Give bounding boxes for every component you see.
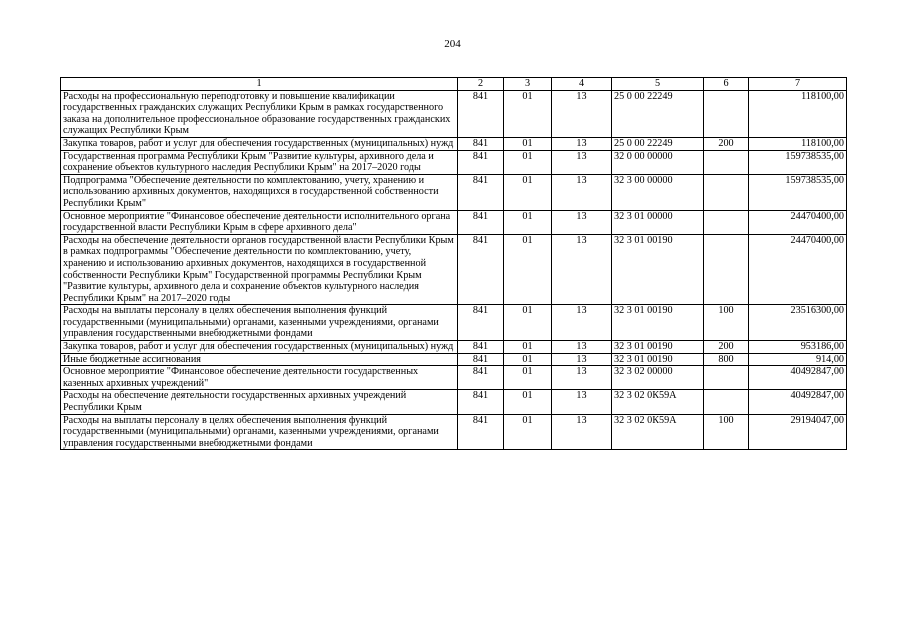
amount-cell: 40492847,00 [749,390,847,414]
table-row [61,366,847,390]
header-row [61,78,847,91]
amount-cell: 118100,00 [749,90,847,137]
section-code-cell: 01 [504,90,552,137]
subsection-code-cell: 13 [552,137,612,150]
target-article-cell: 32 3 02 0К59А [612,390,704,414]
description-cell: Государственная программа Республики Крым "Развитие культуры, архивного дела и сохранение объектов культурного наследия Республики Крым" на 2017–2020 годы [61,150,458,174]
description-cell: Расходы на выплаты персоналу в целях обеспечения выполнения функций государственными (муниципальными) органами, казенными учреждениями, органами управления государственными внебюджетными фондами [61,414,458,450]
expense-type-cell: 100 [704,305,749,341]
section-code-cell: 01 [504,234,552,305]
target-article-cell: 32 3 01 00190 [612,341,704,354]
subsection-code-cell: 13 [552,90,612,137]
grbs-code-cell: 841 [458,210,504,234]
target-article-cell: 32 3 01 00190 [612,353,704,366]
amount-cell: 40492847,00 [749,366,847,390]
section-code-cell: 01 [504,210,552,234]
subsection-code-cell: 13 [552,414,612,450]
column-header-5: 5 [612,78,704,91]
amount-cell: 118100,00 [749,137,847,150]
table-row [61,210,847,234]
amount-cell: 953186,00 [749,341,847,354]
expense-type-cell: 200 [704,341,749,354]
subsection-code-cell: 13 [552,234,612,305]
description-cell: Закупка товаров, работ и услуг для обеспечения государственных (муниципальных) нужд [61,137,458,150]
section-code-cell: 01 [504,305,552,341]
description-cell: Расходы на обеспечение деятельности государственных архивных учреждений Республики Крым [61,390,458,414]
grbs-code-cell: 841 [458,414,504,450]
description-cell: Расходы на выплаты персоналу в целях обеспечения выполнения функций государственными (муниципальными) органами, казенными учреждениями, органами управления государственными внебюджетными фондами [61,305,458,341]
section-code-cell: 01 [504,174,552,210]
target-article-cell: 32 3 01 00190 [612,234,704,305]
expense-type-cell [704,90,749,137]
expense-type-cell [704,174,749,210]
description-cell: Иные бюджетные ассигнования [61,353,458,366]
target-article-cell: 32 3 01 00190 [612,305,704,341]
amount-cell: 23516300,00 [749,305,847,341]
grbs-code-cell: 841 [458,353,504,366]
section-code-cell: 01 [504,137,552,150]
description-cell: Расходы на обеспечение деятельности органов государственной власти Республики Крым в рамках подпрограммы "Обеспечение деятельности по комплектованию, учету, хранению и использованию архивных документов, находящихся в государственной собственности Республики Крым" Государственной программы Республики Крым "Развитие культуры, архивного дела и сохранение объектов культурного наследия Республики Крым" на 2017–2020 годы [61,234,458,305]
target-article-cell: 25 0 00 22249 [612,90,704,137]
amount-cell: 29194047,00 [749,414,847,450]
subsection-code-cell: 13 [552,341,612,354]
grbs-code-cell: 841 [458,234,504,305]
column-header-3: 3 [504,78,552,91]
table-row [61,150,847,174]
description-cell: Расходы на профессиональную переподготовку и повышение квалификации государственных гражданских служащих Республики Крым в рамках государственного заказа на дополнительное профессиональное образование государственных гражданских служащих Республики Крым [61,90,458,137]
table-row [61,414,847,450]
expense-type-cell [704,366,749,390]
table-row [61,390,847,414]
section-code-cell: 01 [504,366,552,390]
table-row [61,137,847,150]
expense-type-cell: 200 [704,137,749,150]
target-article-cell: 32 3 02 0К59А [612,414,704,450]
expense-type-cell: 800 [704,353,749,366]
grbs-code-cell: 841 [458,366,504,390]
grbs-code-cell: 841 [458,137,504,150]
amount-cell: 24470400,00 [749,210,847,234]
column-header-1: 1 [61,78,458,91]
target-article-cell: 32 0 00 00000 [612,150,704,174]
grbs-code-cell: 841 [458,341,504,354]
grbs-code-cell: 841 [458,390,504,414]
grbs-code-cell: 841 [458,90,504,137]
subsection-code-cell: 13 [552,353,612,366]
amount-cell: 159738535,00 [749,150,847,174]
table-row [61,305,847,341]
expense-type-cell [704,210,749,234]
section-code-cell: 01 [504,341,552,354]
grbs-code-cell: 841 [458,305,504,341]
table-row [61,90,847,137]
expense-type-cell: 100 [704,414,749,450]
target-article-cell: 32 3 00 00000 [612,174,704,210]
column-header-7: 7 [749,78,847,91]
page-number: 204 [444,38,461,50]
column-header-4: 4 [552,78,612,91]
table-row [61,174,847,210]
amount-cell: 24470400,00 [749,234,847,305]
description-cell: Подпрограмма "Обеспечение деятельности по комплектованию, учету, хранению и использованию архивных документов, находящихся в государственной собственности Республики Крым" [61,174,458,210]
grbs-code-cell: 841 [458,150,504,174]
section-code-cell: 01 [504,390,552,414]
description-cell: Основное мероприятие "Финансовое обеспечение деятельности государственных казенных архивных учреждений" [61,366,458,390]
subsection-code-cell: 13 [552,210,612,234]
expense-type-cell [704,390,749,414]
column-header-2: 2 [458,78,504,91]
section-code-cell: 01 [504,414,552,450]
grbs-code-cell: 841 [458,174,504,210]
table-row [61,234,847,305]
column-header-6: 6 [704,78,749,91]
table-row [61,341,847,354]
subsection-code-cell: 13 [552,174,612,210]
target-article-cell: 25 0 00 22249 [612,137,704,150]
description-cell: Закупка товаров, работ и услуг для обеспечения государственных (муниципальных) нужд [61,341,458,354]
subsection-code-cell: 13 [552,390,612,414]
section-code-cell: 01 [504,353,552,366]
subsection-code-cell: 13 [552,150,612,174]
table-body [61,90,847,450]
target-article-cell: 32 3 02 00000 [612,366,704,390]
description-cell: Основное мероприятие "Финансовое обеспечение деятельности исполнительного органа государственной власти Республики Крым в сфере архивного дела" [61,210,458,234]
section-code-cell: 01 [504,150,552,174]
expense-type-cell [704,234,749,305]
target-article-cell: 32 3 01 00000 [612,210,704,234]
budget-table [60,77,847,450]
expense-type-cell [704,150,749,174]
table-row [61,353,847,366]
subsection-code-cell: 13 [552,366,612,390]
amount-cell: 159738535,00 [749,174,847,210]
amount-cell: 914,00 [749,353,847,366]
subsection-code-cell: 13 [552,305,612,341]
